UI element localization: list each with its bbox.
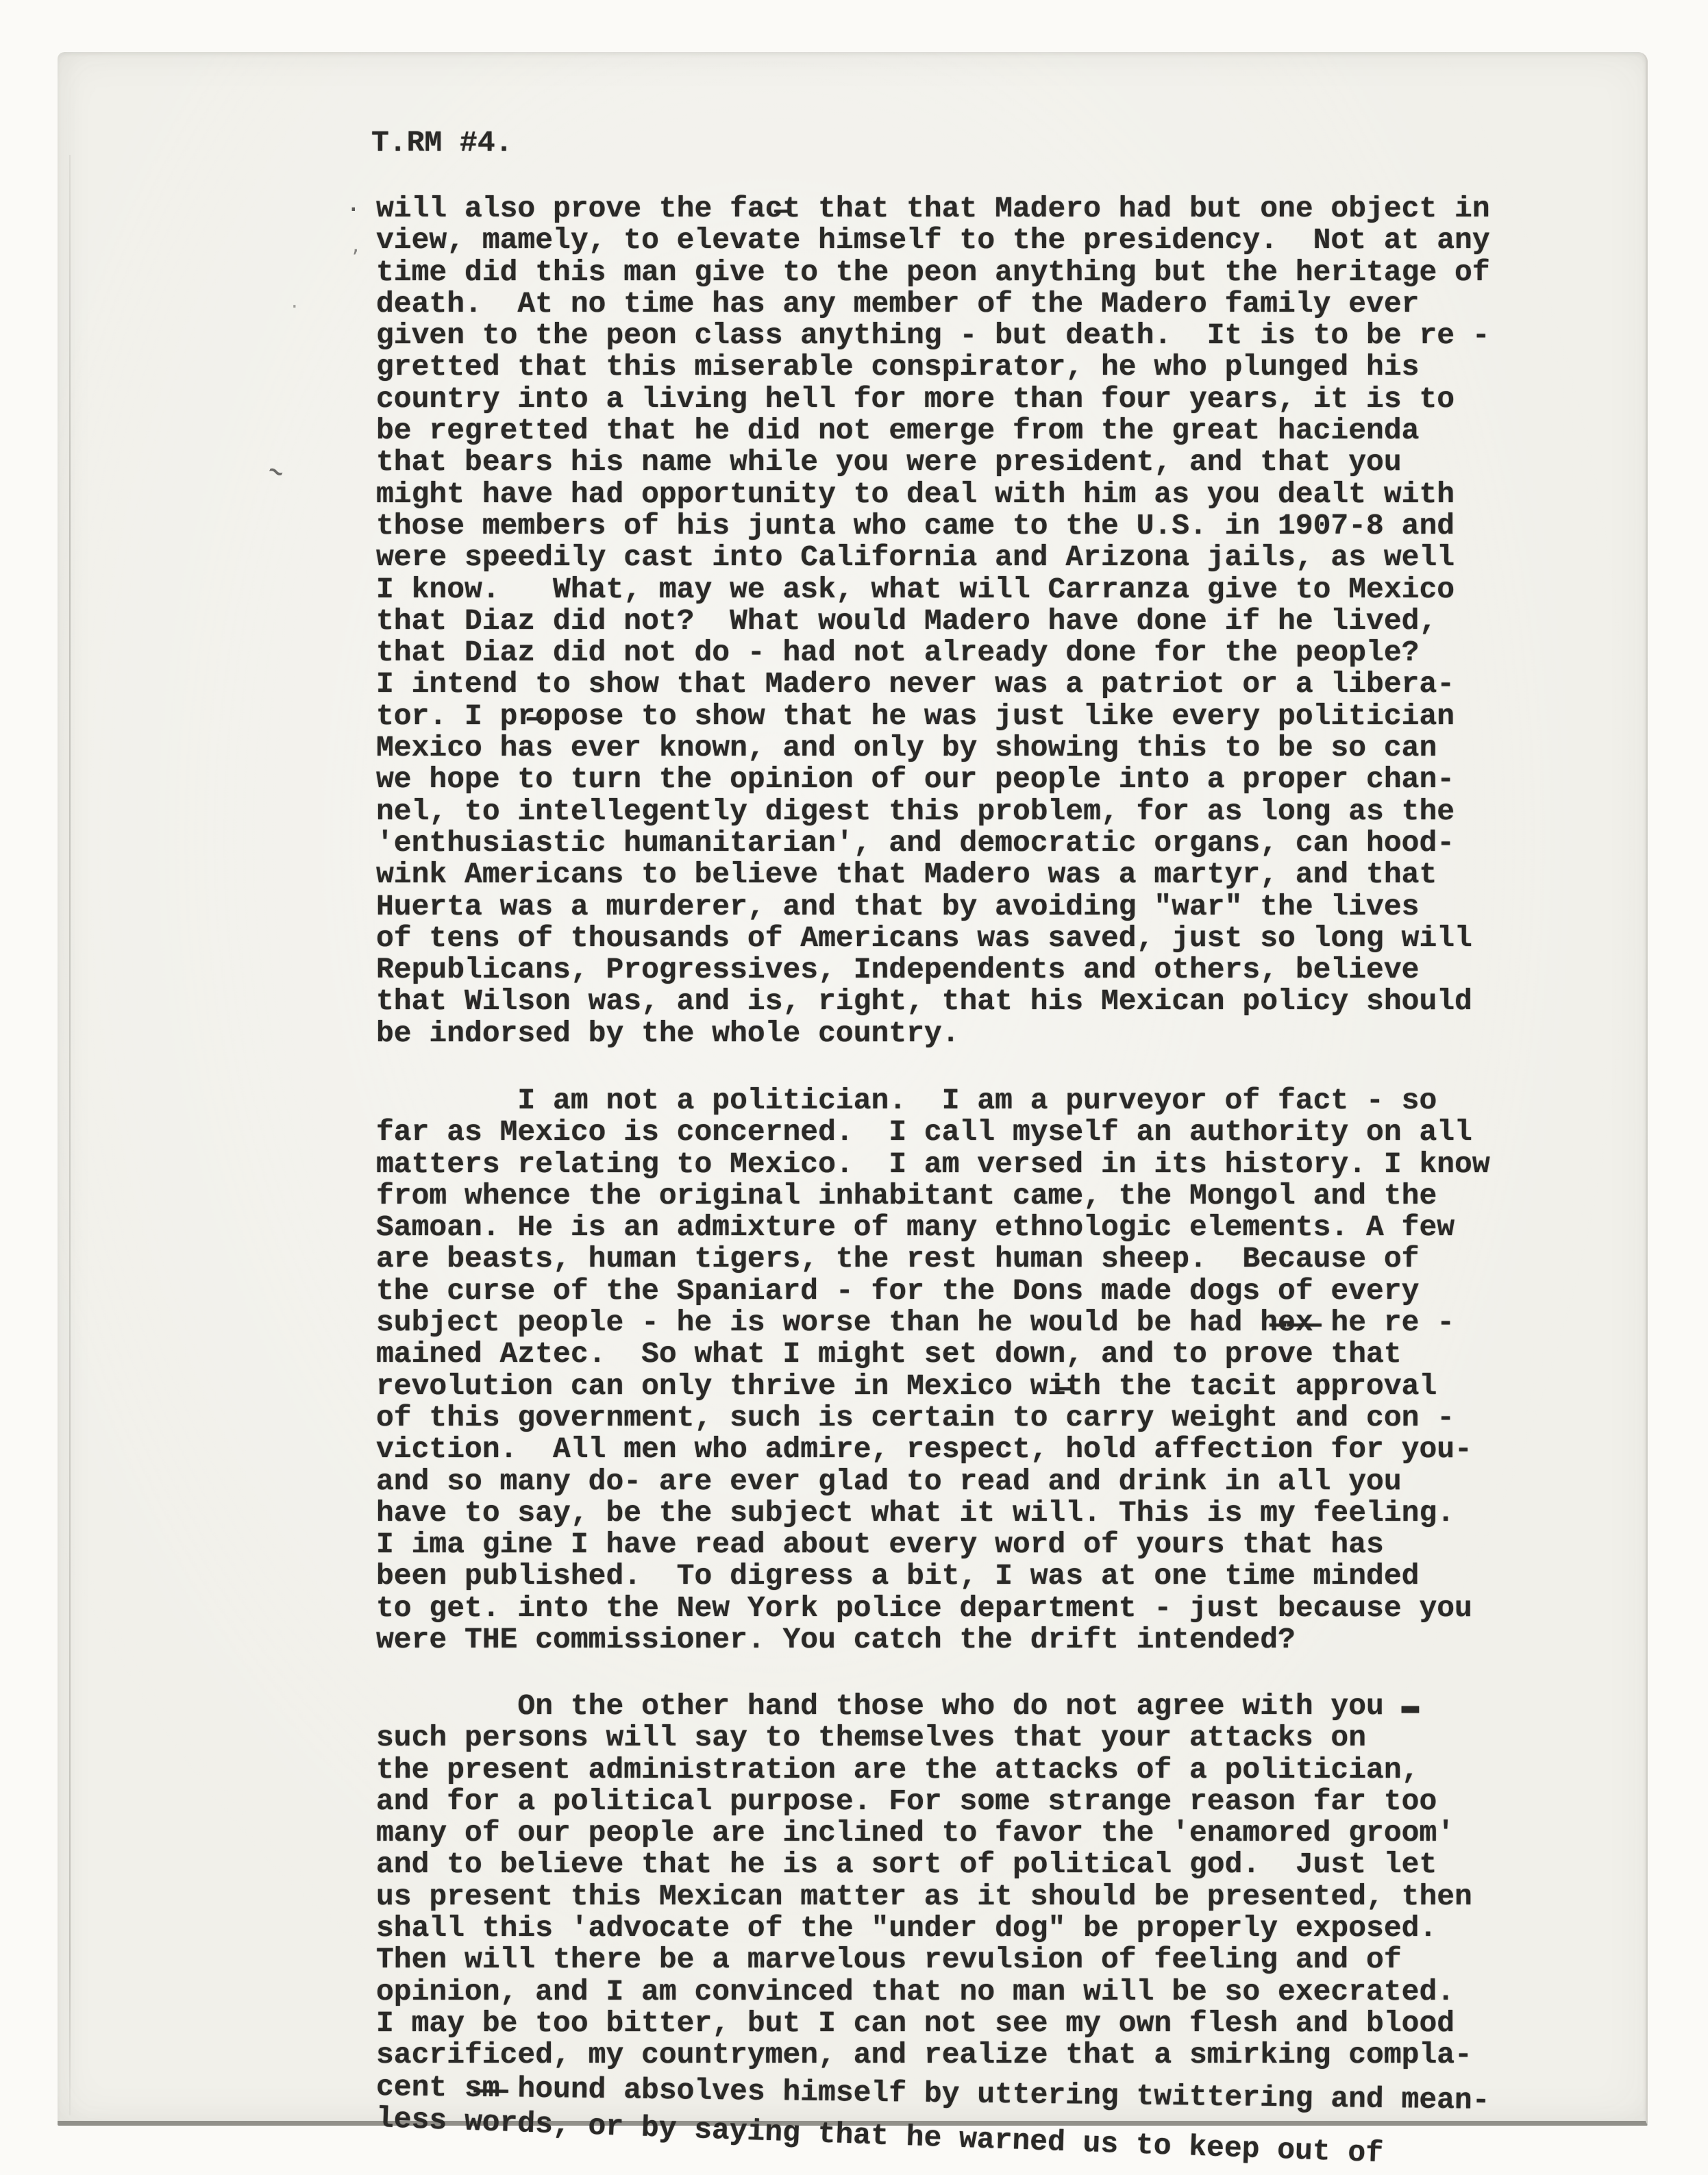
typed-line: Mexico has ever known, and only by showing this to be so can	[376, 731, 1437, 765]
typed-line: gretted that this miserable conspirator, he who plunged his	[376, 350, 1420, 384]
typed-line: the present administration are the attacks of a politician,	[376, 1752, 1420, 1787]
typed-line: viction. All men who admire, respect, hold affection for you-	[376, 1432, 1472, 1467]
page-header-label: T.RM #4.	[371, 126, 513, 160]
typed-line: such persons will say to themselves that your attacks on	[376, 1721, 1367, 1755]
typed-line: be indorsed by the whole country.	[376, 1016, 960, 1050]
typed-line: been published. To digress a bit, I was at one time minded	[376, 1559, 1420, 1593]
typed-line: and to believe that he is a sort of political god. Just let	[376, 1848, 1437, 1882]
typed-line: Then will there be a marvelous revulsion of feeling and of	[376, 1943, 1402, 1977]
stray-ink-mark: ~	[263, 456, 289, 488]
typed-line: us present this Mexican matter as it should be presented, then	[376, 1879, 1472, 1913]
typed-line: matters relating to Mexico. I am versed in its history. I know	[376, 1147, 1490, 1181]
typed-line: cent s̶m̶ hound absolves himself by uttering twittering and mean-	[375, 2070, 1490, 2117]
typed-line: time did this man give to the peon anything but the heritage of	[376, 255, 1490, 289]
typed-line: On the other hand those who do not agree with you ▬	[376, 1689, 1420, 1723]
typed-line: were speedily cast into California and Arizona jails, as well	[376, 540, 1455, 575]
typed-line: many of our people are inclined to favor the 'enamored groom'	[376, 1816, 1455, 1850]
typed-line: shall this 'advocate of the "under dog" be properly exposed.	[376, 1911, 1437, 1946]
typed-line: view, mamely, to elevate himself to the presidency. Not at any	[376, 223, 1490, 258]
typed-line: that bears his name while you were president, and that you	[376, 445, 1402, 480]
typed-line: I may be too bitter, but I can not see my own flesh and blood	[376, 2006, 1455, 2040]
typed-line: the curse of the Spaniard - for the Dons made dogs of every	[376, 1273, 1420, 1308]
typed-line: that Diaz did not do - had not already done for the people?	[376, 636, 1420, 670]
typed-line: 'enthusiastic humanitarian', and democratic organs, can hood-	[376, 825, 1455, 860]
typed-line: sacrificed, my countrymen, and realize that a smirking compla-	[376, 2038, 1472, 2072]
typed-line: of this government, such is certain to carry weight and con -	[376, 1400, 1455, 1434]
typed-line: and for a political purpose. For some strange reason far too	[376, 1784, 1437, 1818]
typed-line: Samoan. He is an admixture of many ethnologic elements. A few	[376, 1210, 1455, 1245]
typed-line: of tens of thousands of Americans was saved, just so long will	[376, 921, 1472, 955]
typed-line: and so many do- are ever glad to read and drink in all you	[376, 1464, 1402, 1498]
typed-line: I ima gine I have read about every word of yours that has	[376, 1528, 1384, 1562]
paragraph-madero-accusation	[376, 193, 1490, 1049]
typed-line: given to the peon class anything - but death. It is to be re -	[376, 319, 1490, 353]
typed-line: be regretted that he did not emerge from the great hacienda	[376, 414, 1420, 448]
stray-ink-mark: ,	[350, 236, 362, 257]
typed-line: I intend to show that Madero never was a patriot or a libera-	[376, 667, 1455, 701]
typed-line: are beasts, human tigers, the rest human sheep. Because of	[376, 1242, 1420, 1276]
scanned-page	[58, 52, 1648, 2171]
typed-line: subject people - he is worse than he would be had h̶e̶x̶ he re -	[376, 1306, 1455, 1340]
typed-line: that Diaz did not? What would Madero have done if he lived,	[376, 604, 1437, 638]
typed-line: opinion, and I am convinced that no man will be so execrated.	[376, 1974, 1455, 2009]
typed-line: Republicans, Progressives, Independents and others, believe	[376, 953, 1420, 987]
typed-line: from whence the original inhabitant came, the Mongol and the	[376, 1178, 1437, 1213]
typed-line: revolution can only thrive in Mexico wi̶th the tacit approval	[376, 1369, 1437, 1403]
paragraph-on-the-other-hand	[375, 1689, 1490, 2171]
typed-line: have to say, be the subject what it will. This is my feeling.	[376, 1495, 1455, 1530]
typed-line: tor. I pr̶opose to show that he was just like every politician	[376, 699, 1455, 733]
typed-line: will also prove the fac̶t that that Madero had but one object in	[376, 192, 1490, 225]
typed-line: I know. What, may we ask, what will Carranza give to Mexico	[376, 572, 1455, 606]
paragraph-not-a-politician	[376, 1085, 1490, 1656]
typed-line: nel, to intellegently digest this problem, for as long as the	[376, 794, 1455, 828]
typed-line: might have had opportunity to deal with him as you dealt with	[376, 477, 1455, 511]
typed-line: we hope to turn the opinion of our people into a proper chan-	[376, 762, 1455, 797]
typed-line: those members of his junta who came to the U.S. in 1907-8 and	[376, 508, 1455, 543]
typed-line: I am not a politician. I am a purveyor of fact - so	[376, 1084, 1437, 1117]
stray-ink-mark: .	[289, 292, 300, 312]
typed-line: wink Americans to believe that Madero was a martyr, and that	[376, 858, 1437, 892]
typed-line: mained Aztec. So what I might set down, and to prove that	[376, 1337, 1402, 1371]
typed-line: Huerta was a murderer, and that by avoiding "war" the lives	[376, 889, 1420, 923]
stray-ink-mark: .	[346, 189, 361, 217]
typed-line: far as Mexico is concerned. I call myself an authority on all	[376, 1115, 1472, 1149]
typed-line: less words, or by saying that he warned us to keep out of	[375, 2101, 1384, 2171]
typed-line: death. At no time has any member of the Madero family ever	[376, 286, 1420, 321]
typed-line: country into a living hell for more than four years, it is to	[376, 382, 1455, 416]
typed-line: to get. into the New York police department - just because you	[376, 1591, 1472, 1625]
typed-line: that Wilson was, and is, right, that his Mexican policy should	[376, 984, 1472, 1019]
typed-line: were THE commissioner. You catch the drift intended?	[376, 1623, 1296, 1657]
